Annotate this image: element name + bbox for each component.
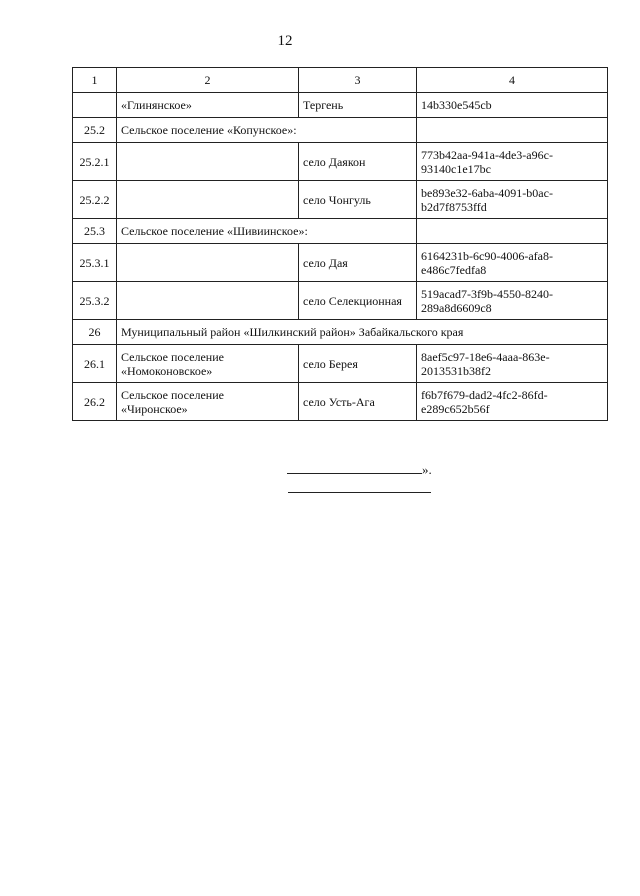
settlement-group-title: Сельское поселение «Шивиинское»: [117,219,417,244]
settlement-name [117,383,299,421]
name-line: Сельское поселение [121,387,224,402]
table-row [73,383,608,421]
code-line: 289a8d6609c8 [421,300,492,315]
table-row [73,320,608,345]
empty-cell [117,244,299,282]
code-line: e486c7fedfa8 [421,262,487,277]
village-name: село Чонгуль [299,181,417,219]
table-row [73,143,608,181]
empty-cell [417,118,608,143]
village-name: Тергень [299,93,417,118]
closing-quote-line [287,462,432,478]
row-number: 26.2 [73,383,117,421]
code-line: e289c652b56f [421,401,490,416]
row-number: 25.2.1 [73,143,117,181]
closing-mark: ». [422,462,432,477]
table-row [73,282,608,320]
code-line: b2d7f8753ffd [421,199,487,214]
empty-cell [117,181,299,219]
settlements-table [72,67,608,421]
identifier-code [417,181,608,219]
code-line: 519acad7-3f9b-4550-8240- [421,286,553,301]
header-cell: 3 [299,68,417,93]
row-number: 26.1 [73,345,117,383]
settlement-name [117,345,299,383]
table-row [73,244,608,282]
name-line: «Чиронское» [121,401,188,416]
code-line: 6164231b-6c90-4006-afa8- [421,248,553,263]
village-name: село Берея [299,345,417,383]
village-name: село Даякон [299,143,417,181]
empty-cell [417,219,608,244]
row-number: 26 [73,320,117,345]
row-number: 25.3 [73,219,117,244]
identifier-code [417,282,608,320]
identifier-code [417,345,608,383]
settlement-name: «Глинянское» [117,93,299,118]
identifier-code [417,244,608,282]
table-header-row [73,68,608,93]
row-number: 25.3.1 [73,244,117,282]
signature-underline [287,462,422,474]
table-row [73,181,608,219]
code-line: be893e32-6aba-4091-b0ac- [421,185,553,200]
village-name: село Дая [299,244,417,282]
code-line: f6b7f679-dad2-4fc2-86fd- [421,387,548,402]
empty-cell [117,143,299,181]
empty-cell [117,282,299,320]
row-number: 25.2.2 [73,181,117,219]
header-cell: 4 [417,68,608,93]
code-line: 8aef5c97-18e6-4aaa-863e- [421,349,550,364]
settlement-group-title: Сельское поселение «Копунское»: [117,118,417,143]
table-row [73,118,608,143]
row-number: 25.3.2 [73,282,117,320]
page-number: 12 [277,33,293,49]
village-name: село Усть-Ага [299,383,417,421]
header-cell: 2 [117,68,299,93]
name-line: «Номоконовское» [121,363,213,378]
row-number: 25.2 [73,118,117,143]
separator-line [288,492,431,493]
table-row [73,93,608,118]
table-row [73,345,608,383]
code-line: 2013531b38f2 [421,363,491,378]
row-number [73,93,117,118]
identifier-code [417,383,608,421]
name-line: Сельское поселение [121,349,224,364]
district-title: Муниципальный район «Шилкинский район» Забайкальского края [117,320,608,345]
code-line: 93140c1e17bc [421,161,491,176]
identifier-code: 14b330e545cb [417,93,608,118]
header-cell: 1 [73,68,117,93]
village-name: село Селекционная [299,282,417,320]
code-line: 773b42aa-941a-4de3-a96c- [421,147,553,162]
table-row [73,219,608,244]
identifier-code [417,143,608,181]
